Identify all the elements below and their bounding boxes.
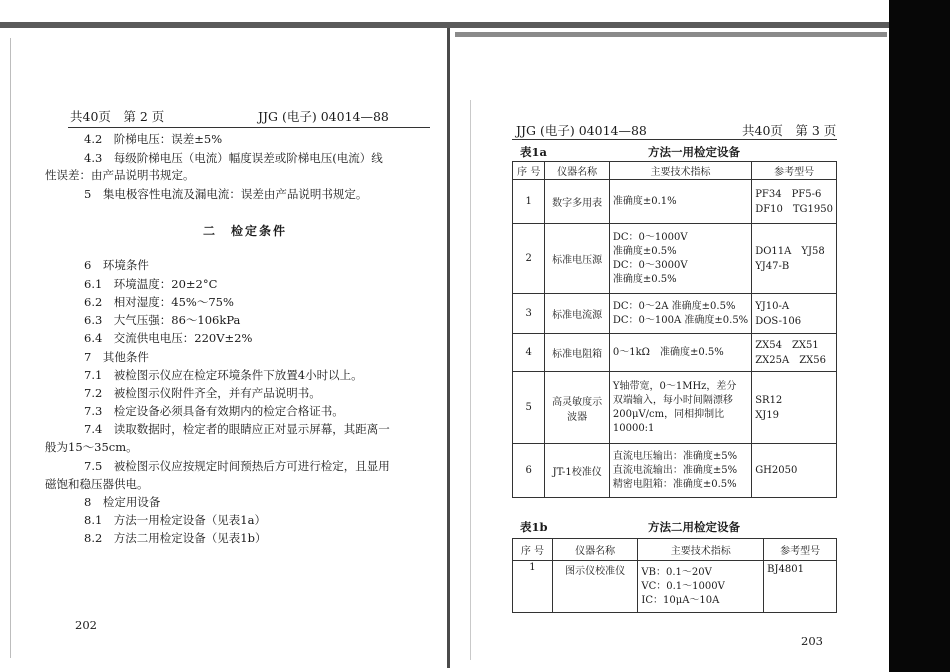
table1b-title: 方法二用检定设备: [648, 520, 740, 534]
cond-8-1: 8.1 方法一用检定设备（见表1a）: [84, 513, 266, 527]
spec-line: 准确度±0.1%: [612, 195, 677, 207]
tech-spec: [609, 372, 751, 444]
table1a-header-row: [513, 162, 837, 180]
spec-line: 10000:1: [612, 422, 655, 434]
spec-line: 直流电压输出：准确度±5%: [612, 450, 738, 462]
instrument-name: 图示仪校准仪: [552, 561, 638, 613]
table-row: [513, 372, 837, 444]
cond-7-3: 7.3 检定设备必须具备有效期内的检定合格证书。: [84, 404, 344, 418]
left-header-code: JJG (电子) 04014—88: [258, 109, 389, 124]
cond-7-5: 7.5 被检图示仪应按规定时间预热后方可进行检定，且显用: [84, 459, 390, 473]
cond-6-4: 6.4 交流供电电压：220V±2%: [84, 331, 253, 345]
model-line: ZX25A ZX56: [755, 354, 826, 366]
tech-spec: [609, 334, 751, 372]
spec-line: Y轴带宽，0～1MHz，差分: [612, 380, 737, 392]
spec-line: 准确度±0.5%: [612, 273, 677, 285]
cond-8: 8 检定用设备: [84, 495, 161, 509]
model-line: YJ10-A: [755, 300, 790, 312]
table-row: [513, 224, 837, 294]
row-number: 5: [513, 372, 545, 444]
model-line: YJ47-B: [755, 260, 790, 272]
row-number: 1: [513, 561, 553, 613]
model-line: PF34 PF5-6: [755, 188, 822, 200]
reference-model: [752, 444, 837, 498]
row-number: 1: [513, 180, 545, 224]
table-row: [513, 561, 837, 613]
right-header-code: JJG (电子) 04014—88: [516, 123, 647, 138]
spec-line: 准确度±0.5%: [612, 245, 677, 257]
tech-spec: [638, 561, 764, 613]
item-4-3: 4.3 每级阶梯电压（电流）幅度误差或阶梯电压(电流）线: [84, 151, 383, 165]
instrument-name: 标准电压源: [545, 224, 609, 294]
table1b-header-row: [513, 539, 837, 561]
table1a-header-spec: 主要技术指标: [609, 162, 751, 180]
cond-7-2: 7.2 被检图示仪附件齐全，并有产品说明书。: [84, 386, 321, 400]
model-line: GH2050: [755, 465, 798, 476]
section-title: 二 检定条件: [203, 224, 288, 238]
scan-left-margin-line: [10, 38, 11, 658]
model-line: DOS-106: [755, 315, 802, 327]
reference-model: [752, 372, 837, 444]
cond-7-5-cont: 磁饱和稳压器供电。: [45, 477, 149, 491]
cond-7-4-cont: 般为15～35cm。: [45, 440, 138, 454]
table1b-label: 表1b: [520, 520, 548, 534]
row-number: 3: [513, 294, 545, 334]
cond-7: 7 其他条件: [84, 350, 149, 364]
scan-top-edge-right: [455, 32, 887, 37]
spec-line: IC：10μA～10A: [641, 594, 720, 606]
right-header-rule: [512, 139, 837, 140]
left-header-pages: 共40页 第 2 页: [70, 109, 165, 124]
reference-model: [752, 334, 837, 372]
right-page-number: 203: [801, 634, 823, 648]
spec-line: VC：0.1～1000V: [641, 580, 725, 592]
spec-line: 精密电阻箱：准确度±0.5%: [612, 478, 737, 490]
model-line: BJ4801: [767, 564, 804, 575]
tech-spec: [609, 224, 751, 294]
cond-7-4: 7.4 读取数据时，检定者的眼睛应正对显示屏幕，其距离一: [84, 422, 390, 436]
instrument-name: 标准电阻箱: [545, 334, 609, 372]
instrument-name: 高灵敏度示波器: [545, 372, 609, 444]
spec-line: DC：0～2A 准确度±0.5%: [612, 300, 736, 312]
tech-spec: [609, 180, 751, 224]
book-gutter: [447, 28, 450, 668]
instrument-name: 标准电流源: [545, 294, 609, 334]
row-number: 6: [513, 444, 545, 498]
scan-top-edge: [0, 22, 890, 28]
table-row: [513, 294, 837, 334]
instrument-name: JT-1校准仪: [545, 444, 609, 498]
tech-spec: [609, 444, 751, 498]
cond-6-2: 6.2 相对湿度：45%～75%: [84, 295, 234, 309]
model-line: DF10 TG1950: [755, 203, 833, 215]
cond-7-1: 7.1 被检图示仪应在检定环境条件下放置4小时以上。: [84, 368, 363, 382]
table1a-label: 表1a: [520, 145, 547, 159]
book-gutter-shadow: [470, 100, 471, 660]
reference-model: [752, 224, 837, 294]
table-row: [513, 334, 837, 372]
table1a-header-no: 序 号: [513, 162, 545, 180]
table1b-header-name: 仪器名称: [552, 539, 638, 561]
table-row: [513, 444, 837, 498]
table1a-header-name: 仪器名称: [545, 162, 609, 180]
cond-6-1: 6.1 环境温度：20±2°C: [84, 277, 218, 291]
table-row: [513, 180, 837, 224]
spec-line: 双端输入，每小时间隔漂移: [612, 394, 733, 406]
model-line: DO11A YJ58: [755, 245, 825, 257]
item-4-3-cont: 性误差：由产品说明书规定。: [45, 168, 195, 182]
model-line: ZX54 ZX51: [755, 339, 819, 351]
table1b-header-spec: 主要技术指标: [638, 539, 764, 561]
left-header-rule: [68, 127, 430, 128]
scan-right-border: [889, 0, 950, 672]
table1b-header-model: 参考型号: [764, 539, 837, 561]
table1a-title: 方法一用检定设备: [648, 145, 740, 159]
left-page-number: 202: [75, 618, 97, 632]
cond-6-3: 6.3 大气压强：86～106kPa: [84, 313, 241, 327]
table1a-header-model: 参考型号: [752, 162, 837, 180]
spec-line: 0～1kΩ 准确度±0.5%: [612, 346, 724, 358]
row-number: 4: [513, 334, 545, 372]
spec-line: VB：0.1～20V: [641, 566, 712, 578]
right-header-pages: 共40页 第 3 页: [742, 123, 837, 138]
spec-line: DC：0～3000V: [612, 259, 688, 271]
reference-model: [752, 180, 837, 224]
spec-line: DC：0～1000V: [612, 231, 688, 243]
tech-spec: [609, 294, 751, 334]
model-line: XJ19: [755, 409, 780, 421]
instrument-name: 数字多用表: [545, 180, 609, 224]
reference-model: [764, 561, 837, 613]
model-line: SR12: [755, 394, 783, 406]
table1b-header-no: 序 号: [513, 539, 553, 561]
cond-8-2: 8.2 方法二用检定设备（见表1b）: [84, 531, 267, 545]
reference-model: [752, 294, 837, 334]
item-4-2: 4.2 阶梯电压：误差±5%: [84, 132, 223, 146]
spec-line: 直流电流输出：准确度±5%: [612, 464, 738, 476]
table-1a: [512, 161, 837, 498]
spec-line: 200μV/cm，同相抑制比: [612, 408, 725, 420]
table-1b: [512, 538, 837, 613]
spec-line: DC：0～100A 准确度±0.5%: [612, 314, 749, 326]
item-5: 5 集电极容性电流及漏电流：误差由产品说明书规定。: [84, 187, 368, 201]
cond-6: 6 环境条件: [84, 258, 149, 272]
row-number: 2: [513, 224, 545, 294]
